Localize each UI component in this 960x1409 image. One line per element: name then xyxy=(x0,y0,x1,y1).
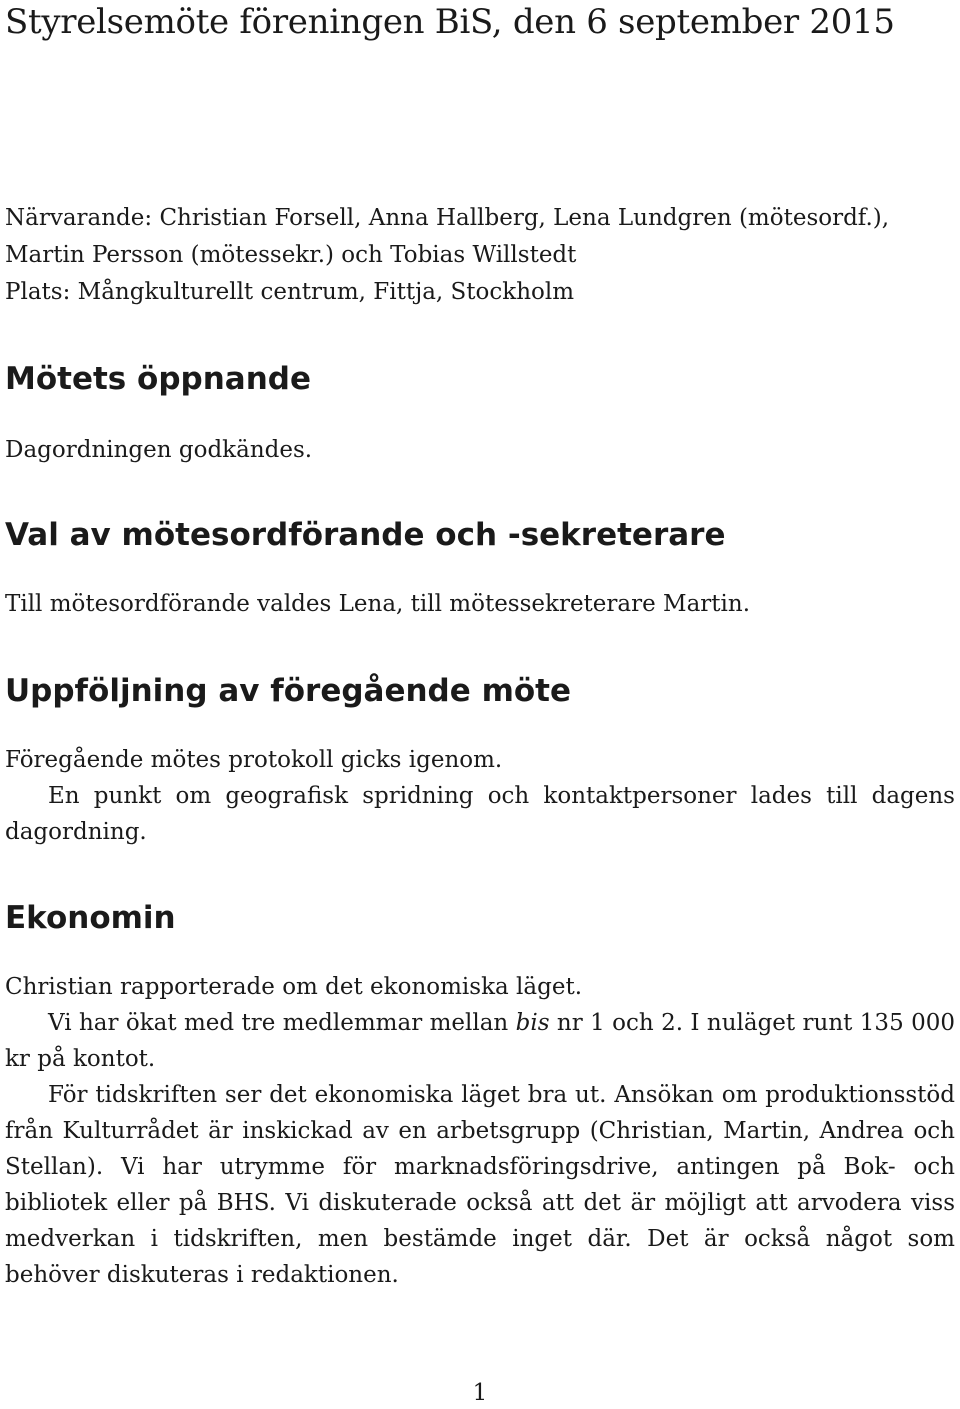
text-run: Vi har ökat med tre medlemmar mellan xyxy=(48,1010,516,1036)
text-run: nr 1 och 2. I nuläget runt 135 000 kr på kontot. xyxy=(5,1010,955,1072)
paragraph: Christian rapporterade om det ekonomiska läget. xyxy=(5,974,582,1000)
emphasis-text: bis xyxy=(515,1010,550,1036)
attendance-line-2: Martin Persson (mötessekr.) och Tobias Willstedt xyxy=(5,242,577,268)
section-heading-economy: Ekonomin xyxy=(5,900,176,936)
section-body-economy xyxy=(5,969,955,1293)
meeting-info xyxy=(5,200,955,311)
paragraph: Till mötesordförande valdes Lena, till mötessekreterare Martin. xyxy=(5,591,751,617)
paragraph: För tidskriften ser det ekonomiska läget bra ut. Ansökan om produktionsstöd från Kulturrådet är inskickad av en arbetsgrupp (Christian, Martin, Andrea och Stellan). Vi har utrymme för marknadsföringsdrive, antingen på Bok- och bibliotek eller på BHS. Vi diskuterade också att det är möjligt att arvodera viss medverkan i tidskriften, men bestämde inget där. Det är också något som behöver diskuteras i redaktionen. xyxy=(5,1082,955,1288)
section-heading-followup: Uppföljning av föregående möte xyxy=(5,673,572,709)
section-body-followup xyxy=(5,742,955,850)
paragraph: Dagordningen godkändes. xyxy=(5,437,313,463)
section-body-election xyxy=(5,586,955,622)
document-title: Styrelsemöte föreningen BiS, den 6 september 2015 xyxy=(5,2,895,42)
meeting-place: Plats: Mångkulturellt centrum, Fittja, Stockholm xyxy=(5,279,575,305)
section-body-opening xyxy=(5,432,955,468)
paragraph xyxy=(5,1005,955,1077)
page-number: 1 xyxy=(472,1380,488,1406)
paragraph: Föregående mötes protokoll gicks igenom. xyxy=(5,747,503,773)
section-heading-opening: Mötets öppnande xyxy=(5,361,312,397)
paragraph: En punkt om geografisk spridning och kontaktpersoner lades till dagens dagordning. xyxy=(5,783,955,845)
section-heading-election: Val av mötesordförande och -sekreterare xyxy=(5,517,726,553)
attendance-line-1: Närvarande: Christian Forsell, Anna Hallberg, Lena Lundgren (mötesordf.), xyxy=(5,205,890,231)
